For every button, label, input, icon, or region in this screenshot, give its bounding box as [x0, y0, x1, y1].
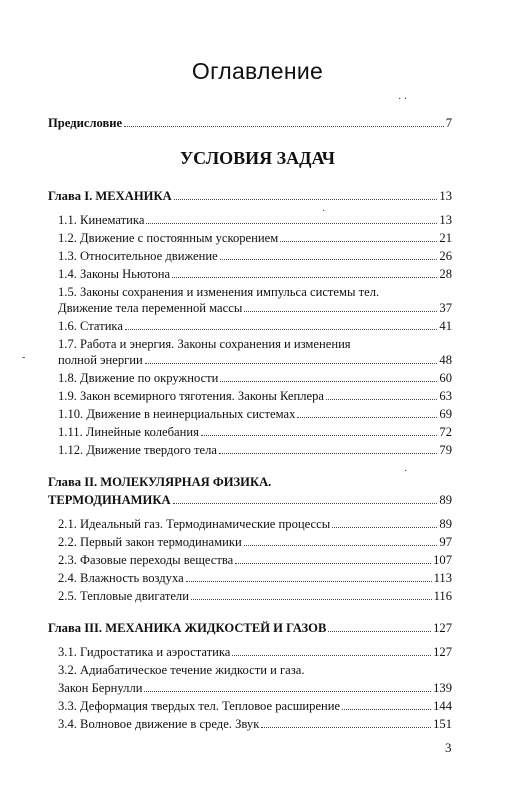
scan-speck: · [322, 206, 326, 217]
toc-item-label: 2.4. Влажность воздуха [58, 571, 184, 585]
toc-item-page: 151 [433, 717, 452, 731]
toc-item-3-1[interactable] [58, 644, 452, 660]
toc-item-2-4[interactable] [58, 570, 452, 586]
toc-item-page: 28 [439, 267, 452, 281]
toc-item-1-8[interactable] [58, 370, 452, 386]
toc-item-label: 1.8. Движение по окружности [58, 371, 219, 385]
toc-item-label: 1.2. Движение с постоянным ускорением [58, 231, 279, 245]
scan-speck: - [22, 352, 26, 363]
toc-item-1-11[interactable] [58, 424, 452, 440]
toc-item-label: 1.10. Движение в неинерциальных системах [58, 407, 296, 421]
toc-item-label: 1.1. Кинематика [58, 213, 145, 227]
dot-leader [328, 630, 431, 632]
toc-item-page: 79 [439, 443, 452, 457]
dot-leader [219, 452, 437, 454]
toc-item-label: 1.3. Относительное движение [58, 249, 218, 263]
toc-item-2-2[interactable] [58, 534, 452, 550]
toc-item-label: 1.6. Статика [58, 319, 123, 333]
dot-leader [220, 380, 437, 382]
toc-chapter-page: 127 [433, 621, 452, 635]
dot-leader [201, 434, 437, 436]
toc-item-1-4[interactable] [58, 266, 452, 282]
toc-item-1-5-line1[interactable]: 1.5. Законы сохранения и изменения импульса системы тел. [58, 285, 380, 299]
dot-leader [145, 362, 438, 364]
toc-item-1-1[interactable] [58, 212, 452, 228]
toc-item-label: 1.11. Линейные колебания [58, 425, 199, 439]
dot-leader [326, 398, 437, 400]
toc-item-label: 1.9. Закон всемирного тяготения. Законы Кеплера [58, 389, 324, 403]
section-title: УСЛОВИЯ ЗАДАЧ [179, 148, 336, 168]
toc-item-1-9[interactable] [58, 388, 452, 404]
dot-leader [261, 726, 431, 728]
dot-leader [191, 598, 432, 600]
toc-item-page: 116 [433, 589, 452, 603]
toc-item-2-3[interactable] [58, 552, 452, 568]
toc-item-1-2[interactable] [58, 230, 452, 246]
scan-speck: · · [398, 94, 408, 105]
toc-item-1-10[interactable] [58, 406, 452, 422]
toc-item-1-6[interactable] [58, 318, 452, 334]
toc-item-1-12[interactable] [58, 442, 452, 458]
toc-item-page: 13 [439, 213, 452, 227]
toc-item-2-1[interactable] [58, 516, 452, 532]
toc-chapter-label: ТЕРМОДИНАМИКА [48, 493, 171, 507]
toc-chapter-label: Глава I. МЕХАНИКА [48, 189, 172, 203]
dot-leader [244, 544, 438, 546]
toc-entry-preface[interactable] [48, 115, 452, 131]
dot-leader [144, 690, 431, 692]
toc-item-page: 89 [439, 517, 452, 531]
toc-item-page: 41 [439, 319, 452, 333]
toc-item-page: 26 [439, 249, 452, 263]
toc-item-label: Закон Бернулли [58, 681, 143, 695]
toc-chapter-1[interactable] [48, 188, 452, 204]
toc-item-3-3[interactable] [58, 698, 452, 714]
toc-item-label: 1.12. Движение твердого тела [58, 443, 218, 457]
dot-leader [125, 328, 437, 330]
dot-leader [232, 654, 431, 656]
toc-item-1-7[interactable] [58, 352, 452, 368]
toc-chapter-label: Глава III. МЕХАНИКА ЖИДКОСТЕЙ И ГАЗОВ [48, 621, 327, 635]
toc-item-1-5[interactable] [58, 300, 452, 316]
toc-item-1-3[interactable] [58, 248, 452, 264]
dot-leader [124, 125, 444, 127]
dot-leader [173, 502, 438, 504]
toc-item-page: 144 [433, 699, 452, 713]
toc-item-label: 3.4. Волновое движение в среде. Звук [58, 717, 260, 731]
dot-leader [342, 708, 431, 710]
toc-chapter-page: 13 [439, 189, 452, 203]
toc-item-3-2[interactable] [58, 680, 452, 696]
dot-leader [220, 258, 438, 260]
toc-item-page: 97 [439, 535, 452, 549]
dot-leader [146, 222, 437, 224]
dot-leader [186, 580, 432, 582]
toc-item-label: полной энергии [58, 353, 143, 367]
toc-chapter-2[interactable] [48, 492, 452, 508]
toc-item-page: 127 [433, 645, 452, 659]
toc-item-page: 48 [439, 353, 452, 367]
toc-chapter-3[interactable] [48, 620, 452, 636]
toc-item-page: 107 [433, 553, 452, 567]
toc-item-page: 21 [439, 231, 452, 245]
toc-item-label: 2.5. Тепловые двигатели [58, 589, 189, 603]
toc-item-page: 69 [439, 407, 452, 421]
toc-chapter-2-line1[interactable]: Глава II. МОЛЕКУЛЯРНАЯ ФИЗИКА. [48, 475, 272, 489]
toc-item-label: 1.4. Законы Ньютона [58, 267, 171, 281]
toc-item-label: 2.2. Первый закон термодинамики [58, 535, 242, 549]
toc-item-3-2-line1[interactable]: 3.2. Адиабатическое течение жидкости и газа. [58, 663, 305, 677]
dot-leader [174, 198, 438, 200]
dot-leader [297, 416, 437, 418]
toc-item-label: 2.3. Фазовые переходы вещества [58, 553, 234, 567]
dot-leader [280, 240, 437, 242]
toc-item-label: 2.1. Идеальный газ. Термодинамические процессы [58, 517, 331, 531]
toc-item-page: 37 [439, 301, 452, 315]
page-title: Оглавление [191, 58, 324, 84]
toc-item-page: 139 [433, 681, 452, 695]
toc-entry-page: 7 [445, 116, 452, 130]
toc-item-1-7-line1[interactable]: 1.7. Работа и энергия. Законы сохранения и изменения [58, 337, 351, 351]
toc-item-label: Движение тела переменной массы [58, 301, 243, 315]
toc-entry-label: Предисловие [48, 116, 123, 130]
toc-item-label: 3.3. Деформация твердых тел. Тепловое расширение [58, 699, 341, 713]
toc-item-label: 3.1. Гидростатика и аэростатика [58, 645, 231, 659]
toc-item-page: 60 [439, 371, 452, 385]
toc-item-page: 72 [439, 425, 452, 439]
toc-item-page: 113 [433, 571, 452, 585]
dot-leader [244, 310, 437, 312]
toc-chapter-page: 89 [439, 493, 452, 507]
scan-speck: · [404, 466, 408, 477]
dot-leader [172, 276, 437, 278]
toc-item-2-5[interactable] [58, 588, 452, 604]
toc-item-page: 63 [439, 389, 452, 403]
page-number: 3 [445, 740, 452, 755]
toc-item-3-4[interactable] [58, 716, 452, 732]
dot-leader [235, 562, 431, 564]
dot-leader [332, 526, 437, 528]
